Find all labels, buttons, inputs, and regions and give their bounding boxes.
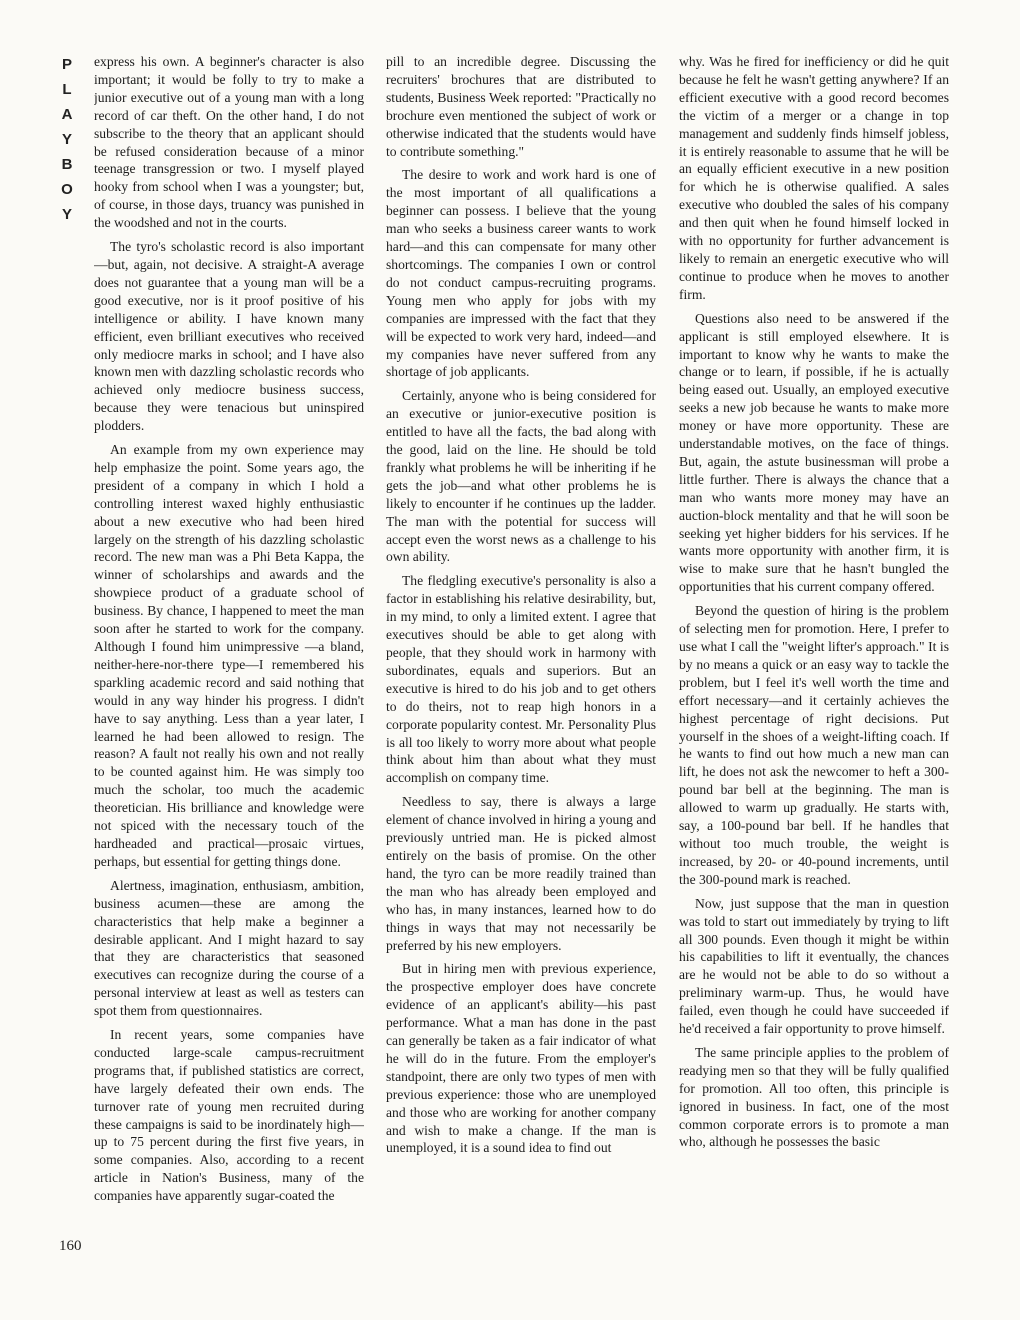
magazine-masthead: [55, 52, 79, 227]
masthead-letter: B: [61, 156, 73, 173]
masthead-letter: Y: [61, 131, 72, 148]
masthead-letter: O: [61, 181, 73, 198]
paragraph: Certainly, anyone who is being considered for an executive or junior-executive position is entitled to have all the facts, the bad along with the good, laid on the line. He should be told frankly what problems he will be inheriting if he gets the job—and what other problems he is likely to encounter if he continues up the ladder. The man with the potential for success will accept even the worst news as a challenge to his own ability.: [386, 388, 656, 565]
page-number: 160: [59, 1238, 82, 1254]
text-column-2: [386, 53, 656, 1263]
paragraph: But in hiring men with previous experience, the prospective employer does have concrete evidence of an applicant's ability—his past performance. What a man has done in the past can generally be taken as a fair indicator of what he will do in the future. From the employer's standpoint, there are only two types of men with previous experience: those who are unemployed and those who are working for another company and wish to make a change. If the man is unemployed, it is a sound idea to find out: [386, 961, 656, 1156]
paragraph: In recent years, some companies have conducted large-scale campus-recruitment programs that, if published statistics are correct, have largely defeated their own ends. The turnover rate of young men recruited during these campaigns is said to be inordinately high—up to 75 percent during the first five years, in some companies. Also, according to a recent article in Nation's Business, many of the companies have apparently sugar-coated the: [94, 1027, 364, 1204]
masthead-letter: A: [61, 106, 73, 123]
paragraph: Questions also need to be answered if the applicant is still employed elsewhere. It is important to know why he wants to make the change or to learn, if possible, if he is actually being eased out. Usually, an employed executive seeks a new job because he wants to make more money or have more opportunity. These are understandable motives, on the face of things. But, again, the astute businessman will probe a little further. There is always the chance that a man who wants more money may have an auction-block mentality and that he will soon be seeking yet higher bidders for his services. If he wants more opportunity with another firm, it is wise to make sure that he hasn't bungled the opportunities that his current company offered.: [679, 310, 949, 595]
paragraph: Alertness, imagination, enthusiasm, ambition, business acumen—these are among the characteristics that help make a beginner a desirable applicant. And I might hazard to say that they are characteristics that seasoned executives can recognize during the course of a personal interview at least as well as testers can spot them from questionnaires.: [94, 877, 364, 1019]
masthead-letter: L: [62, 81, 72, 98]
text-column-3: [679, 53, 949, 1263]
paragraph: pill to an incredible degree. Discussing the recruiters' brochures that are distributed to students, Business Week reported: "Practically no brochure even mentioned the subject of work or otherwise indicated that the students would have to contribute something.": [386, 54, 656, 159]
masthead-letter: P: [61, 56, 72, 73]
paragraph: The tyro's scholastic record is also important—but, again, not decisive. A straight-A average does not guarantee that a young man will be a good executive, nor is it proof positive of his intelligence or ability. I have known many efficient, even brilliant executives who received only mediocre marks in school; and I have also known men with dazzling scholastic records who achieved only mediocre business success, because they were tenacious but uninspired plodders.: [94, 239, 364, 434]
paragraph: express his own. A beginner's character is also important; it would be folly to try to make a junior executive out of a young man with a long record of car theft. On the other hand, I do not subscribe to the theory that an applicant should be refused consideration because of a minor teenage transgression or two. I myself played hooky from school when I was a youngster; but, of course, in those days, truancy was punished in the woodshed and not in the courts.: [94, 54, 364, 231]
paragraph: Now, just suppose that the man in question was told to start out immediately by trying to lift all 300 pounds. Even though it might be within his capabilities to lift it eventually, the chances are he would not be able to do so without a preliminary warm-up. Thus, he would have failed, even though he could have succeeded if he'd received a fair opportunity to prove himself.: [679, 895, 949, 1037]
paragraph: why. Was he fired for inefficiency or did he quit because he felt he wasn't getting anywhere? If an efficient executive with a good record becomes the victim of a merger or a change in top management and suddenly finds himself jobless, it is entirely reasonable to assume that he will be an equally efficient executive in a new position for which he is otherwise qualified. A sales executive who doubled the sales of his company and then quit when he found himself locked in with no opportunity for further advancement is likely to remain an energetic executive who will continue to produce when he moves to another firm.: [679, 54, 949, 302]
text-column-1: [94, 53, 364, 1263]
paragraph: Beyond the question of hiring is the problem of selecting men for promotion. Here, I prefer to use what I call the "weight lifter's approach." It is by no means a quick or an easy way to tackle the problem, but I feel it's well worth the time and effort necessary—and it certainly achieves the highest percentage of right decisions. Put yourself in the shoes of a weight-lifting coach. If he wants to find out how much a new man can lift, he does not ask the newcomer to heft a 300-pound bar bell at the beginning. The man is allowed to warm up gradually. He starts with, say, a 100-pound bar bell. If he handles that without too much trouble, the weight is increased, by 20- or 40-pound increments, until the 300-pound mark is reached.: [679, 603, 949, 887]
paragraph: The fledgling executive's personality is also a factor in establishing his relative desirability, but, in my mind, to only a limited extent. I agree that executives should be able to get along with people, that they should work in harmony with subordinates, equals and superiors. But an executive is hired to do his job and to get others to do theirs, not to reap high honors in a corporate popularity contest. Mr. Personality Plus is all too likely to worry more about what people think about him than about what they must accomplish on company time.: [386, 573, 656, 786]
paragraph: Needless to say, there is always a large element of chance involved in hiring a young and previously untried man. He is picked almost entirely on the basis of promise. On the other hand, the tyro can be more readily trained than the man who has already been employed and who has, in many instances, learned how to do things in ways that may not necessarily be preferred by his new employers.: [386, 794, 656, 953]
paragraph: The desire to work and work hard is one of the most important of all qualifications a beginner can possess. I believe that the young man who seeks a business career wants to work hard—and this can compensate for many other shortcomings. The companies I own or control do not conduct campus-recruiting programs. Young men who apply for jobs with my companies are impressed with the fact that they will be expected to work very hard, indeed—and my companies have never suffered from any shortage of job applicants.: [386, 167, 656, 380]
paragraph: An example from my own experience may help emphasize the point. Some years ago, the president of a company in which I hold a controlling interest waxed highly enthusiastic about a new executive who had been hired largely on the strength of his dazzling scholastic record. The new man was a Phi Beta Kappa, the winner of scholarships and awards and the showpiece product of a graduate school of business. By chance, I happened to meet the man soon after he started to work for the company. Although I found him unimpressive —a bland, neither-here-nor-there type—I remembered his sparkling academic record and said nothing that would in any way hinder his progress. I didn't have to say anything. Less than a year later, I learned he had been allowed to resign. The reason? A fault not really his own and not really to be counted against him. He was simply too much the scholar, too much the academic theoretician. His brilliance and knowledge were not spiced with the necessary touch of the hardheaded and practical—prosaic virtues, perhaps, but essential for getting things done.: [94, 442, 364, 869]
paragraph: The same principle applies to the problem of readying men so that they will be fully qualified for promotion. All too often, this principle is ignored in business. In fact, one of the most common corporate errors is to promote a man who, although he possesses the basic: [679, 1044, 949, 1150]
masthead-letter: Y: [61, 206, 72, 223]
